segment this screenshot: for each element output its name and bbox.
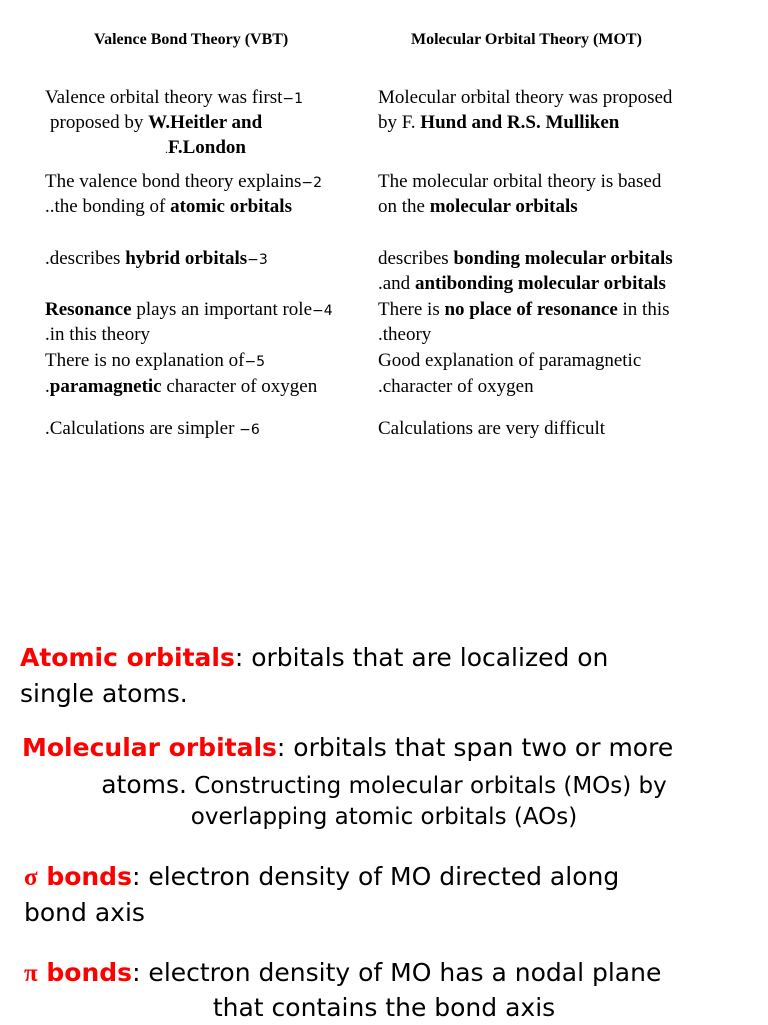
row-number: −3 xyxy=(247,252,268,268)
sigma-bonds-definition-line2: bond axis xyxy=(24,898,145,927)
row2-left-line1: The valence bond theory explains−2 xyxy=(45,171,323,192)
molecular-orbitals-definition: Molecular orbitals: orbitals that span two or more xyxy=(22,733,674,762)
pi-bonds-definition: π bonds: electron density of MO has a nodal plane xyxy=(24,958,662,987)
atomic-orbitals-definition-line2: single atoms. xyxy=(20,679,188,708)
row6-left-line1: .Calculations are simpler −6 xyxy=(45,418,260,439)
row-number: −4 xyxy=(312,303,333,319)
row1-left-line2: proposed by W.Heitler and xyxy=(50,112,263,133)
row6-right-line1: Calculations are very difficult xyxy=(378,418,606,439)
row-number: −2 xyxy=(301,175,323,191)
mot-header: Molecular Orbital Theory (MOT) xyxy=(411,31,642,48)
row1-left-line1: Valence orbital theory was first−1 xyxy=(45,87,304,108)
row5-right-line1: Good explanation of paramagnetic xyxy=(378,350,642,371)
row-number: −1 xyxy=(282,91,304,107)
molecular-orbitals-definition-line3: overlapping atomic orbitals (AOs) xyxy=(190,804,578,830)
molecular-orbitals-definition-line2: atoms. Constructing molecular orbitals (MOs) by xyxy=(101,770,667,799)
row1-left-line3: .F.London xyxy=(165,137,246,158)
sigma-bonds-term: σ bonds xyxy=(24,862,132,891)
row-number: −6 xyxy=(239,422,260,438)
row1-right-line2: by F. Hund and R.S. Mulliken xyxy=(378,112,620,133)
row2-right-line2: on the molecular orbitals xyxy=(378,196,578,217)
pi-bonds-definition-line2: that contains the bond axis xyxy=(212,993,556,1022)
row4-right-line1: There is no place of resonance in this xyxy=(378,299,670,320)
molecular-orbitals-term: Molecular orbitals xyxy=(22,733,277,762)
row-number: −5 xyxy=(244,354,266,370)
row3-right-line1: describes bonding molecular orbitals xyxy=(378,248,673,269)
row5-right-line2: .character of oxygen xyxy=(378,376,534,397)
row1-right-line1: Molecular orbital theory was proposed xyxy=(378,87,673,108)
row5-left-line2: .paramagnetic character of oxygen xyxy=(45,376,318,397)
vbt-header: Valence Bond Theory (VBT) xyxy=(94,31,289,48)
row3-left-line1: .describes hybrid orbitals−3 xyxy=(45,248,268,269)
pi-bonds-term: π bonds xyxy=(24,958,133,987)
sigma-bonds-definition: σ bonds: electron density of MO directed along xyxy=(24,862,620,891)
row2-right-line1: The molecular orbital theory is based xyxy=(378,171,662,192)
row5-left-line1: There is no explanation of−5 xyxy=(45,350,266,371)
atomic-orbitals-term: Atomic orbitals xyxy=(20,643,235,672)
row4-left-line1: Resonance plays an important role−4 xyxy=(45,299,333,320)
atomic-orbitals-definition: Atomic orbitals: orbitals that are localized on xyxy=(20,643,609,672)
row2-left-line2: ..the bonding of atomic orbitals xyxy=(45,196,292,217)
row4-left-line2: .in this theory xyxy=(45,324,151,345)
row4-right-line2: .theory xyxy=(378,324,432,345)
row3-right-line2: .and antibonding molecular orbitals xyxy=(378,273,666,294)
